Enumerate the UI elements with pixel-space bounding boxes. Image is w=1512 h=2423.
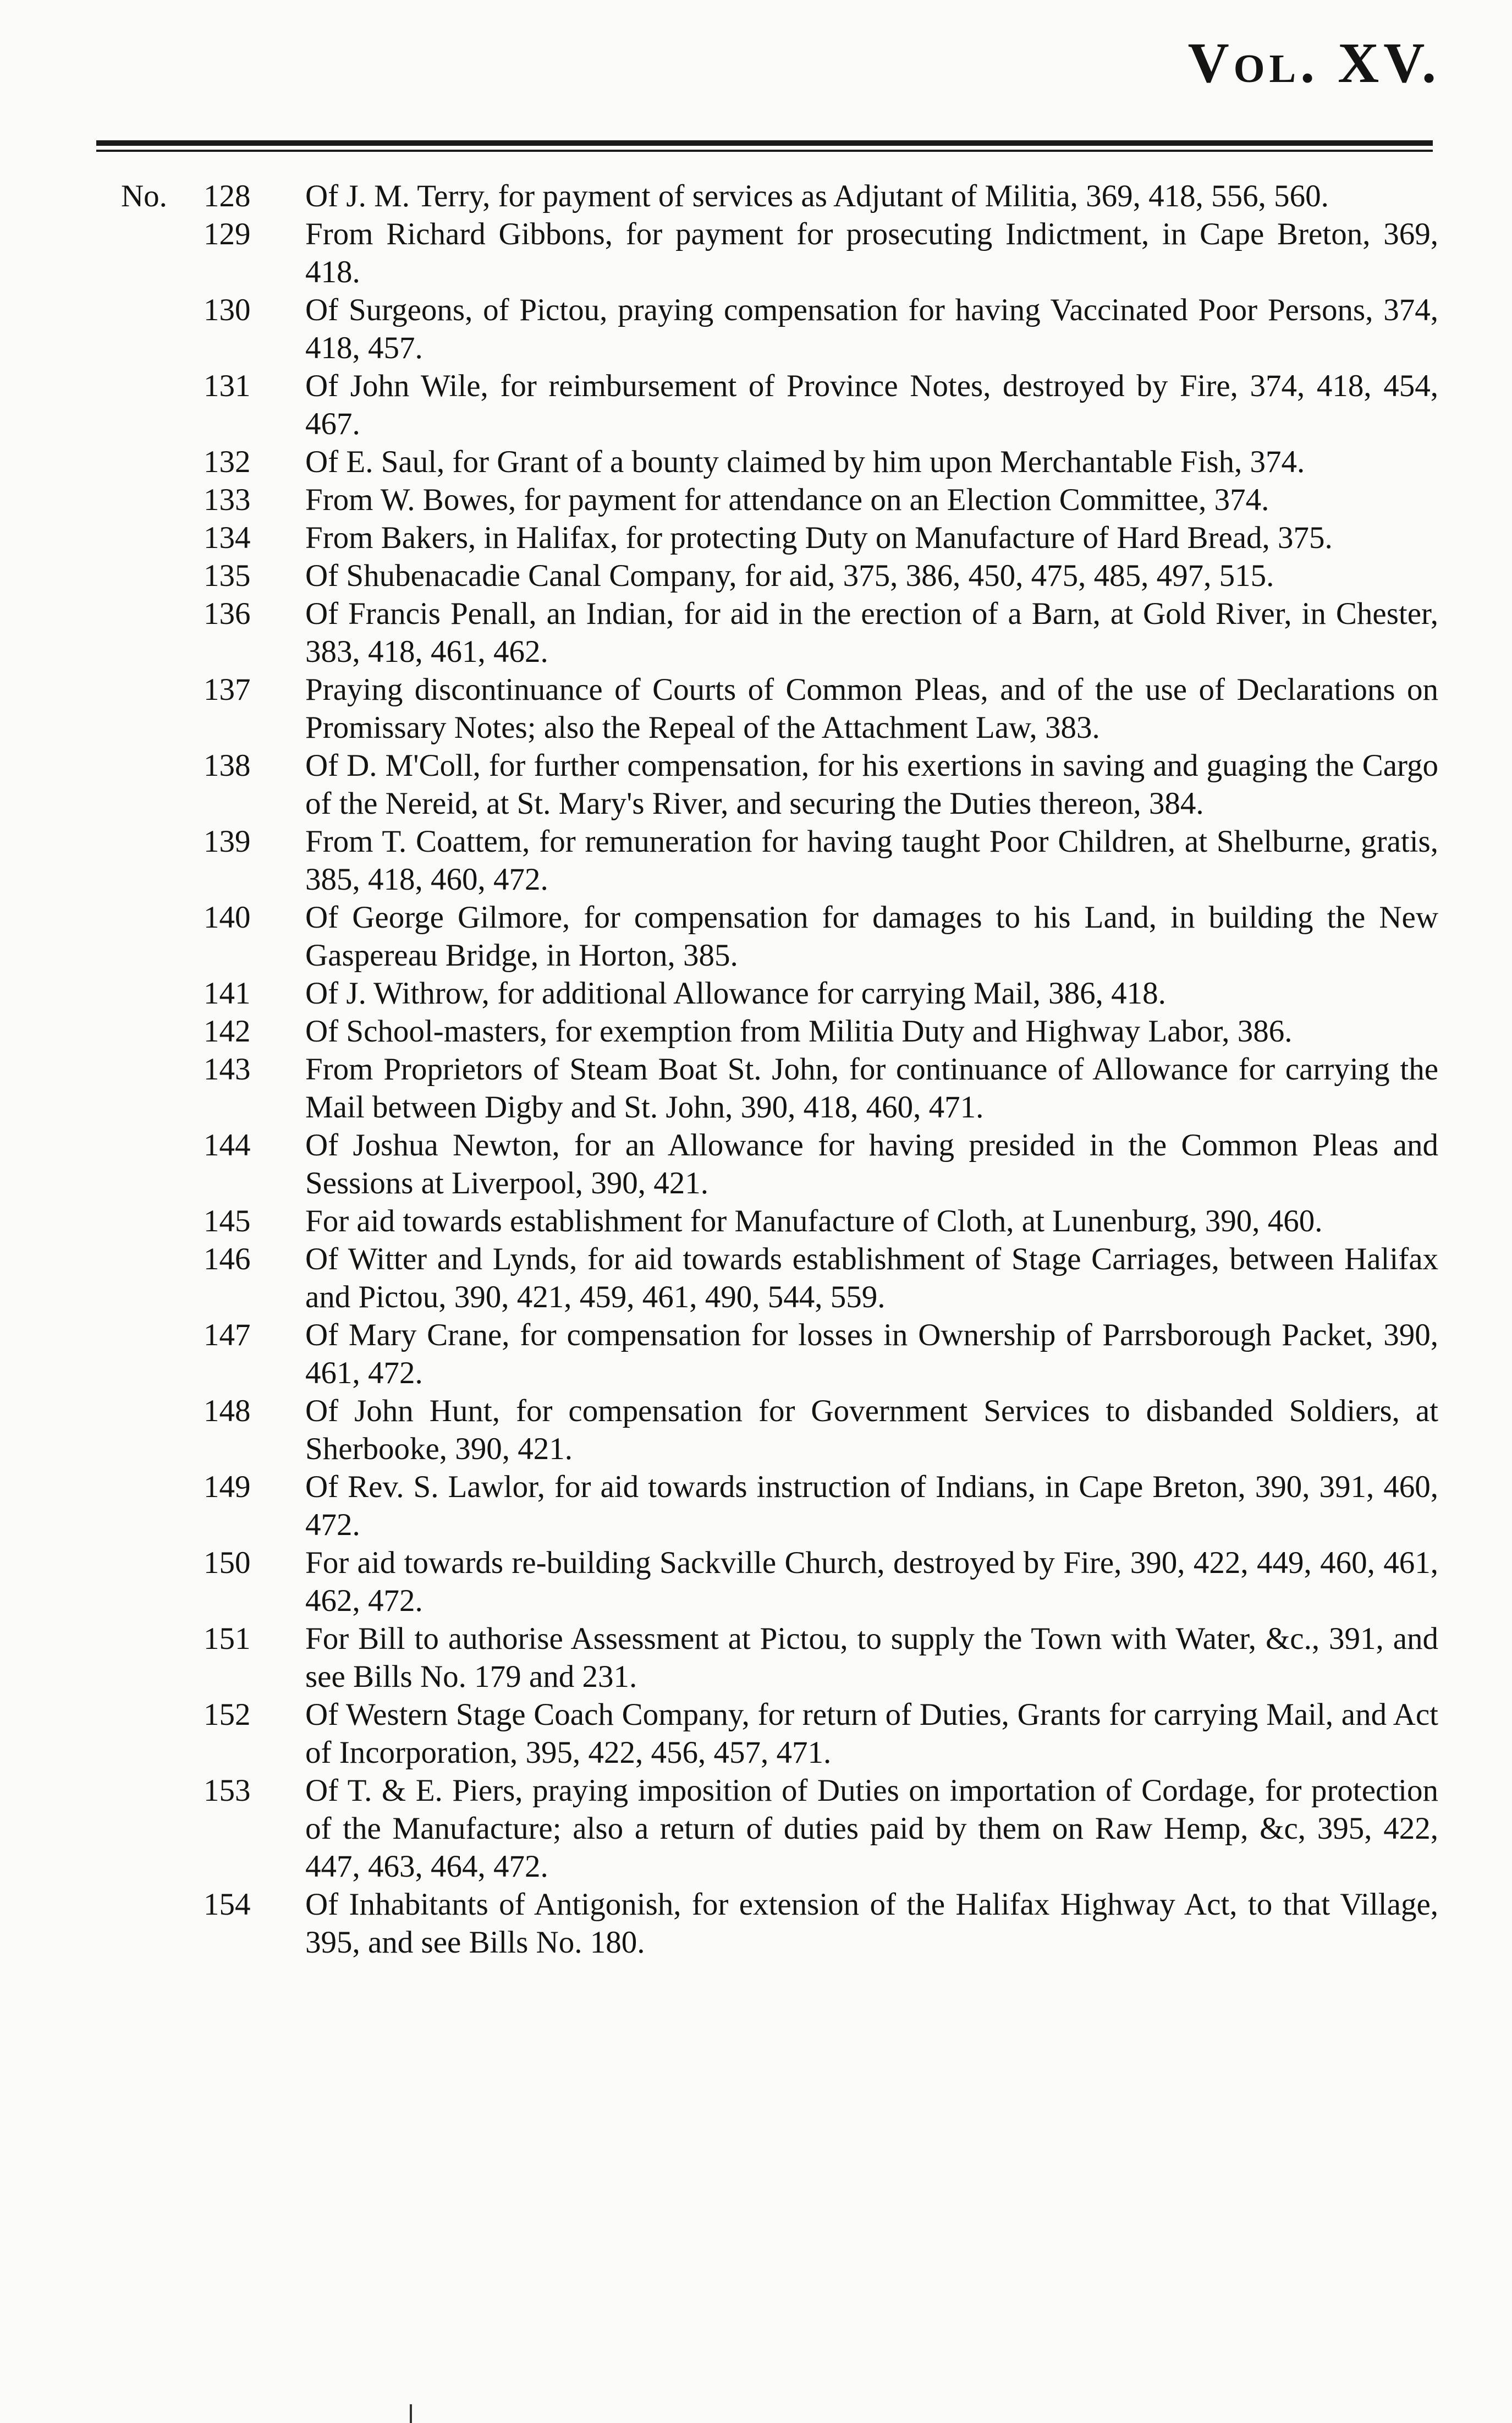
list-item [204,595,1438,671]
entry-text: From Richard Gibbons, for payment for prosecuting Indictment, in Cape Breton, 369, 418. [305,217,1438,289]
entry-number: 139 [204,824,251,859]
list-item [204,367,1438,443]
entry-number: 128 [204,179,251,213]
entry-number: 146 [204,1242,251,1276]
entry-number: 150 [204,1545,251,1580]
entry-number: 132 [204,445,251,479]
list-item [204,1126,1438,1202]
entry-text: Of D. M'Coll, for further compensation, for his exertions in saving and guaging the Cargo of the Nereid, at St. Mary's River, and securing the Duties thereon, 384. [305,748,1438,821]
entry-number: 145 [204,1204,251,1238]
entry-number: 130 [204,293,251,327]
list-item [204,291,1438,367]
entry-number: 147 [204,1318,251,1352]
entry-text: From Bakers, in Halifax, for protecting Duty on Manufacture of Hard Bread, 375. [305,520,1333,555]
entry-text: Of John Wile, for reimbursement of Province Notes, destroyed by Fire, 374, 418, 454, 467. [305,369,1438,441]
list-item [204,177,1438,215]
entry-text: Of J. Withrow, for additional Allowance for carrying Mail, 386, 418. [305,976,1166,1011]
list-item [204,1544,1438,1620]
list-item [204,1240,1438,1316]
petition-list [0,177,1512,1961]
list-item [204,1202,1438,1240]
entry-text: Of Western Stage Coach Company, for return of Duties, Grants for carrying Mail, and Act of Incorporation, 395, 422, 456, 457, 471. [305,1697,1438,1770]
entry-text: Of E. Saul, for Grant of a bounty claimed by him upon Merchantable Fish, 374. [305,445,1305,479]
list-item [204,1772,1438,1885]
entry-number: 142 [204,1014,251,1049]
entry-text: Of Witter and Lynds, for aid towards establishment of Stage Carriages, between Halifax and Pictou, 390, 421, 459, 461, 490, 544, 559. [305,1242,1438,1314]
entry-number: 154 [204,1887,251,1922]
entry-number: 129 [204,217,251,251]
entry-text: Of Surgeons, of Pictou, praying compensation for having Vaccinated Poor Persons, 374, 418, 457. [305,293,1438,365]
entry-number: 148 [204,1394,251,1428]
list-item [204,1012,1438,1050]
list-item [204,1620,1438,1696]
list-item [204,747,1438,823]
entry-number: 141 [204,976,251,1011]
list-item [204,1316,1438,1392]
entry-number: 133 [204,483,251,517]
list-item [204,1050,1438,1126]
list-item [204,1468,1438,1544]
entry-number: 137 [204,672,251,707]
entry-text: From Proprietors of Steam Boat St. John, for continuance of Allowance for carrying the Mail between Digby and St. John, 390, 418, 460, 471. [305,1052,1438,1125]
list-item [204,1392,1438,1468]
entry-text: Of Mary Crane, for compensation for losses in Ownership of Parrsborough Packet, 390, 461, 472. [305,1318,1438,1390]
entry-text: For aid towards re-building Sackville Church, destroyed by Fire, 390, 422, 449, 460, 461, 462, 472. [305,1545,1438,1618]
entry-number: 152 [204,1697,251,1732]
entry-text: For aid towards establishment for Manufacture of Cloth, at Lunenburg, 390, 460. [305,1204,1323,1238]
list-item [204,481,1438,519]
list-item [204,671,1438,747]
entry-text: Praying discontinuance of Courts of Common Pleas, and of the use of Declarations on Promissary Notes; also the Repeal of the Attachment Law, 383. [305,672,1438,745]
entry-text: Of T. & E. Piers, praying imposition of Duties on importation of Cordage, for protection of the Manufacture; also a return of duties paid by them on Raw Hemp, &c, 395, 422, 447, 463, 464, 472. [305,1773,1438,1884]
entry-number: 135 [204,558,251,593]
list-item [204,1885,1438,1961]
entry-text: Of Shubenacadie Canal Company, for aid, 375, 386, 450, 475, 485, 497, 515. [305,558,1274,593]
list-item [204,215,1438,291]
entry-text: From T. Coattem, for remuneration for having taught Poor Children, at Shelburne, gratis, 385, 418, 460, 472. [305,824,1438,897]
entry-text: Of John Hunt, for compensation for Government Services to disbanded Soldiers, at Sherbooke, 390, 421. [305,1394,1438,1466]
entry-text: Of School-masters, for exemption from Militia Duty and Highway Labor, 386. [305,1014,1293,1049]
entry-text: Of Francis Penall, an Indian, for aid in the erection of a Barn, at Gold River, in Chester, 383, 418, 461, 462. [305,596,1438,669]
entry-number: 151 [204,1621,251,1656]
list-item [204,1696,1438,1772]
header-rule-thick [96,140,1433,146]
entry-number: 134 [204,520,251,555]
volume-heading: Vol. XV. [1187,31,1440,95]
entry-number: 140 [204,900,251,935]
entry-number: 131 [204,369,251,403]
list-item [204,557,1438,595]
list-item [204,823,1438,898]
entry-number: 143 [204,1052,251,1087]
header-rule-thin [96,150,1433,152]
entry-text: For Bill to authorise Assessment at Pictou, to supply the Town with Water, &c., 391, and see Bills No. 179 and 231. [305,1621,1438,1694]
list-item [204,519,1438,557]
number-prefix: No. [121,179,167,213]
entry-text: Of Joshua Newton, for an Allowance for having presided in the Common Pleas and Sessions at Liverpool, 390, 421. [305,1128,1438,1200]
entry-text: From W. Bowes, for payment for attendance on an Election Committee, 374. [305,483,1269,517]
list-item [204,443,1438,481]
entry-text: Of George Gilmore, for compensation for damages to his Land, in building the New Gaspereau Bridge, in Horton, 385. [305,900,1438,973]
entry-number: 144 [204,1128,251,1163]
entry-number: 153 [204,1773,251,1808]
entry-text: Of Rev. S. Lawlor, for aid towards instruction of Indians, in Cape Breton, 390, 391, 460, 472. [305,1470,1438,1542]
entry-text: Of Inhabitants of Antigonish, for extension of the Halifax Highway Act, to that Village, 395, and see Bills No. 180. [305,1887,1438,1960]
entry-text: Of J. M. Terry, for payment of services as Adjutant of Militia, 369, 418, 556, 560. [305,179,1329,213]
print-speck [410,2404,412,2423]
entry-number: 149 [204,1470,251,1504]
list-item [204,898,1438,974]
list-item [204,974,1438,1012]
entry-number: 136 [204,596,251,631]
entry-number: 138 [204,748,251,783]
